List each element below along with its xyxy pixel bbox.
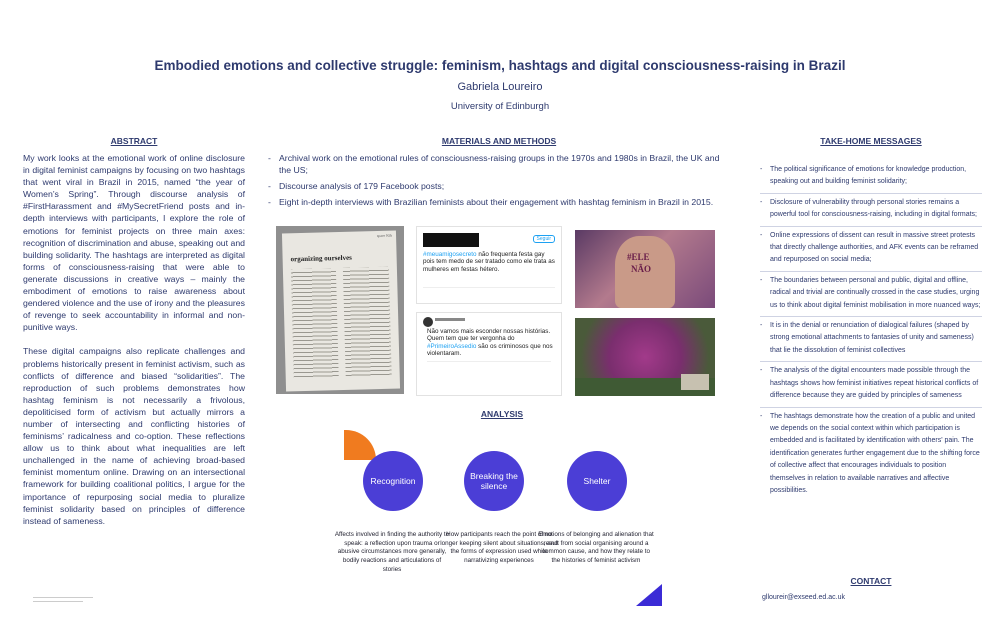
tweet-1-stats bbox=[423, 287, 555, 296]
document-text-column bbox=[343, 267, 392, 378]
poster-affiliation: University of Edinburgh bbox=[450, 101, 550, 112]
tweet-1-hashtag: #meuamigosecreto bbox=[423, 251, 477, 258]
tweet-1-text bbox=[423, 251, 555, 273]
methods-item: - Archival work on the emotional rules of consciousness-raising groups in the 1970s and 1980s in Brazil, the UK and the US; bbox=[268, 152, 730, 176]
takehome-item: - The analysis of the digital encounters made possible through the hashtags shows how feminist initiatives repeat historical conflicts of difference because they are guided by principles of sameness bbox=[760, 365, 982, 407]
tweet-screenshot-2 bbox=[416, 312, 562, 396]
building bbox=[681, 374, 709, 390]
takehome-item: - The hashtags demonstrate how the creation of a public and united we depends on the social context within which participation is embedded and is facilitated by identification with others' pain. The identification generates further engagement due to the shifting force of collective affect that encourages individuals to position themselves in relation to available narratives and affective possibilities. bbox=[760, 411, 982, 502]
analysis-caption-shelter: Emotions of belonging and alienation that result from social organising around a common cause, and how they relate to the histories of feminist activism bbox=[538, 531, 654, 565]
username-placeholder bbox=[435, 318, 465, 321]
analysis-circle-breaking-silence: Breaking the silence bbox=[464, 451, 524, 511]
methods-item: - Discourse analysis of 179 Facebook posts; bbox=[268, 180, 730, 192]
decorative-triangle bbox=[636, 584, 662, 606]
avatar bbox=[423, 317, 433, 327]
footer-mark bbox=[33, 597, 93, 598]
analysis-circle-recognition: Recognition bbox=[363, 451, 423, 511]
analysis-caption-breaking-silence: How participants reach the point of no longer keeping silent about situations, and the forms of expression used while narrativizing experiences bbox=[440, 531, 558, 565]
contact-email[interactable]: glloureir@exseed.ed.ac.uk bbox=[762, 594, 845, 601]
methods-item: - Eight in-depth interviews with Brazilian feminists about their engagement with hashtag feminism in Brazil in 2015. bbox=[268, 196, 730, 208]
tweet-1-body: não frequenta festa gay pois tem medo de ser tratado como ele trata as mulheres em festas hétero. bbox=[423, 251, 555, 273]
methods-list bbox=[268, 152, 730, 212]
abstract-paragraph-1: My work looks at the emotional work of online disclosure in digital feminist campaigns by focusing on two hashtags that went viral in Brazil in 2015, named “the year of Women’s Spring”. Through discourse analysis of #FirstHarassment and #MySecretFriend posts and in-depth interviews with participants, I explore the role of emotions for feminist projects on three main axes: recognition of discrimination and abuse, speaking out and building solidarity. The hashtags are interpreted as digital forms of consciousness-raising that were able to generate discussions in creative ways – mainly the embodiment of emotions to raise awareness about gendered violence and the use of irony and the pleasures of revenge to seek accountability in informal and non-punitive ways. bbox=[23, 153, 245, 333]
redaction-bar bbox=[423, 233, 479, 247]
abstract-heading: ABSTRACT bbox=[110, 136, 158, 146]
takehome-item: - The political significance of emotions for knowledge production, speaking out and building feminist solidarity; bbox=[760, 164, 982, 194]
tweet-2-body-end: são os criminosos que nos violentaram. bbox=[427, 342, 553, 358]
follow-button: Seguir bbox=[533, 235, 555, 243]
takehome-item: - Online expressions of dissent can result in massive street protests that directly challenge authorities, and AFK events can be reframed and repurposed on social media; bbox=[760, 230, 982, 272]
document-heading: organizing ourselves bbox=[290, 253, 352, 264]
takehome-heading: TAKE-HOME MESSAGES bbox=[820, 136, 922, 146]
tweet-2-hashtag: #PrimeiroAssedio bbox=[427, 342, 477, 350]
document-text-column bbox=[291, 268, 339, 379]
analysis-heading: ANALYSIS bbox=[480, 409, 524, 419]
document-page bbox=[282, 231, 400, 392]
protest-text-ele: #ELE bbox=[627, 252, 650, 262]
takehome-item: - The boundaries between personal and public, digital and offline, radical and trivial are continually crossed in the case studies, urging us to think about digital feminist mobilisation in more nuanced ways; bbox=[760, 275, 982, 317]
takehome-list bbox=[760, 164, 982, 504]
footer-mark bbox=[33, 601, 83, 602]
protest-back-image bbox=[575, 230, 715, 308]
analysis-caption-recognition: Affects involved in finding the authority to speak: a reflection upon trauma or abusive circumstances more generally, bodily reactions and articulations of stories bbox=[334, 531, 450, 573]
contact-heading: CONTACT bbox=[850, 576, 892, 586]
tweet-screenshot-1 bbox=[416, 226, 562, 304]
methods-heading: MATERIALS AND METHODS bbox=[441, 136, 557, 146]
abstract-body bbox=[23, 152, 245, 539]
archive-document-image bbox=[276, 226, 404, 394]
takehome-item: - It is in the denial or renunciation of dialogical failures (shaped by strong emotional attachments to fantasies of unity and sameness) that lie the dissolution of feminist collectives bbox=[760, 320, 982, 362]
takehome-item: - Disclosure of vulnerability through personal stories remains a powerful tool for consciousness-raising, including in digital formats; bbox=[760, 197, 982, 227]
protest-crowd-image bbox=[575, 318, 715, 396]
document-corner-text: spare Rib bbox=[376, 232, 393, 239]
protest-text-nao: NÃO bbox=[631, 264, 651, 274]
tweet-2-text bbox=[427, 328, 555, 358]
decorative-quarter-circle bbox=[344, 430, 376, 460]
analysis-circle-shelter: Shelter bbox=[567, 451, 627, 511]
poster-author: Gabriela Loureiro bbox=[457, 81, 543, 93]
abstract-paragraph-2: These digital campaigns also replicate challenges and problems historically present in feminist activism, such as conflicts of difference and biased “solidarities”. The reproduction of such problems demonstrates how hashtag feminism is not necessarily a frivolous, depoliticised form of activism but actually mirrors a number of intersecting and conflicting histories of feminisms’ radicalness and co-option. These reflections allow us to think about what inequalities are left unchallenged in the name of achieving broad-based feminist momentum online. Drawing on an intersectional framework for building coalitional politics, I argue for the importance of repurposing social media to pluralize feminist solidarity based on principles of difference instead of sameness. bbox=[23, 346, 245, 526]
tweet-2-stats bbox=[427, 361, 551, 380]
poster-title: Embodied emotions and collective struggle: feminism, hashtags and digital consciousness-raising in Brazil bbox=[154, 58, 846, 73]
tweet-2-body: Não vamos mais esconder nossas histórias. Quem tem que ter vergonha do bbox=[427, 328, 551, 343]
